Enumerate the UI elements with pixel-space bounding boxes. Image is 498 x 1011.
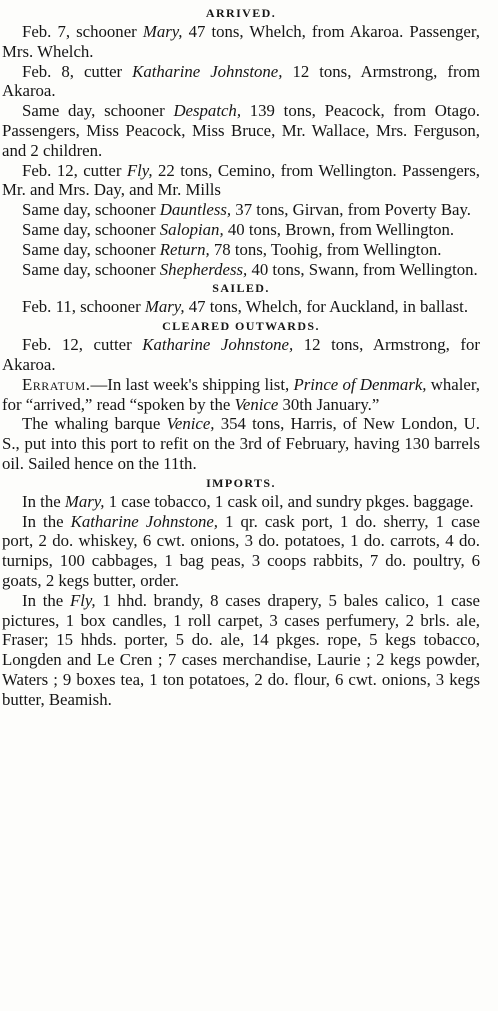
heading-sailed: SAILED. [212,281,270,296]
sailed-entry: Feb. 11, schooner Mary, 47 tons, Whelch, for Auckland, in ballast. [22,297,469,317]
arrived-list [2,22,480,279]
arrived-entry: Same day, schooner Return, 78 tons, Toohig, from Wellington. [22,239,442,259]
arrived-entry: Feb. 7, schooner Mary, 47 tons, Whelch, from Akaroa. Passenger, Mrs. Whelch. [2,22,480,61]
erratum-label: Erratum. [22,374,91,394]
whaling-notice: The whaling barque Venice, 354 tons, Harris, of New London, U. S., put into this port to refit on the 3rd of February, having 130 barrels oil. Sailed hence on the 11th. [2,414,480,473]
arrived-entry: Same day, schooner Despatch, 139 tons, Peacock, from Otago. Passengers, Miss Peacock, Miss Bruce, Mr. Wallace, Mrs. Ferguson, and 2 children. [2,101,481,160]
erratum-notice: Erratum.—In last week's shipping list, Prince of Denmark, whaler, for “arrived,” read “spoken by the Venice 30th January.” [2,374,480,414]
arrived-entry: Same day, schooner Salopian, 40 tons, Brown, from Wellington. [22,219,455,239]
arrived-entry: Same day, schooner Shepherdess, 40 tons, Swann, from Wellington. [22,259,478,279]
heading-imports: IMPORTS. [206,475,276,490]
heading-arrived: ARRIVED. [205,6,277,20]
heading-cleared-outwards: CLEARED OUTWARDS. [162,319,320,334]
arrived-entry: Same day, schooner Dauntless, 37 tons, Girvan, from Poverty Bay. [22,200,471,220]
cleared-entry: Feb. 12, cutter Katharine Johnstone, 12 tons, Armstrong, for Akaroa. [2,335,480,374]
import-entry: In the Mary, 1 case tobacco, 1 cask oil, and sundry pkges. baggage. [22,491,474,511]
import-entry: In the Katharine Johnstone, 1 qr. cask port, 1 do. sherry, 1 case port, 2 do. whiskey, 6 cwt. onions, 3 do. potatoes, 1 do. carrots, 4 do. turnips, 100 cabbages, 1 bag peas, 3 coops rabbits, 7 do. poultry, 6 goats, 2 kegs butter, order. [2,511,480,590]
arrived-entry: Feb. 8, cutter Katharine Johnstone, 12 tons, Armstrong, from Akaroa. [2,61,480,101]
arrived-entry: Feb. 12, cutter Fly, 22 tons, Cemino, from Wellington. Passengers, Mr. and Mrs. Day, and Mr. Mills [2,160,480,200]
import-entry: In the Fly, 1 hhd. brandy, 8 cases drapery, 5 bales calico, 1 case pictures, 1 box candles, 1 roll carpet, 3 cases perfumery, 2 brls. ale, Fraser; 15 hhds. porter, 5 do. ale, 14 pkges. rope, 5 kegs tobacco, Longden and Le Cren ; 7 cases merchandise, Laurie ; 2 kegs powder, Waters ; 9 boxes tea, 1 ton potatoes, 2 do. flour, 6 cwt. onions, 3 kegs butter, Beamish. [2,590,480,709]
